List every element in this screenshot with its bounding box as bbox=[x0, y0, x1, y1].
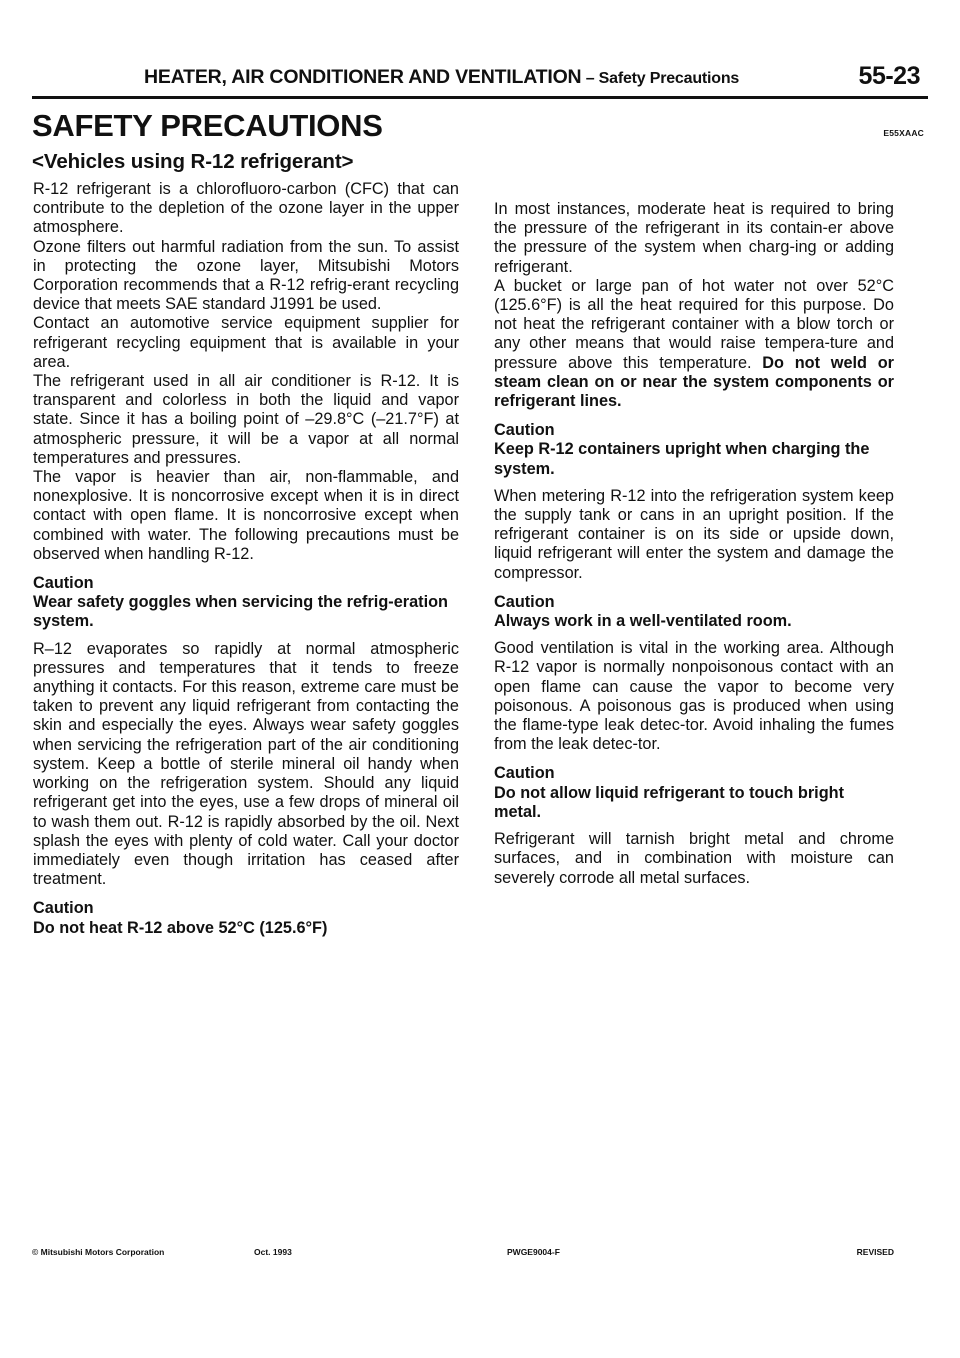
caution-label: Caution bbox=[494, 421, 555, 440]
caution-text: Wear safety goggles when servicing the refrig-eration system. bbox=[33, 593, 448, 631]
page-footer bbox=[32, 1247, 928, 1259]
left-column bbox=[33, 180, 459, 946]
page-header bbox=[32, 62, 928, 98]
caution-text: Always work in a well-ventilated room. bbox=[494, 612, 792, 631]
caution-text: Keep R-12 containers upright when charging the system. bbox=[494, 440, 870, 478]
paragraph: The refrigerant used in all air conditioner is R-12. It is transparent and colorless in both the liquid and vapor state. Since it has a boiling point of –29.8°C (–21.7°F) at atmospheric pressure, it will be a vapor at all normal temperatures and pressures. bbox=[33, 372, 459, 467]
caution-label: Caution bbox=[33, 574, 94, 593]
paragraph: The vapor is heavier than air, non-flammable, and nonexplosive. It is noncorrosive except when it is in direct contact with open flame. It is noncorrosive except when combined with water. The following precautions must be observed when handling R-12. bbox=[33, 468, 459, 563]
subheading: <Vehicles using R-12 refrigerant> bbox=[32, 150, 354, 173]
paragraph: R–12 evaporates so rapidly at normal atmospheric pressures and temperatures that it tends to freeze anything it contacts. For this reason, extreme care must be taken to prevent any liquid refrigerant from contacting the skin and especially the eyes. Always wear safety goggles when servicing the refrigeration part of the air conditioning system. Keep a bottle of sterile mineral oil handy when working on the refrigeration system. Should any liquid refrigerant get into the eyes, use a few drops of mineral oil to wash them out. R-12 is rapidly absorbed by the oil. Next splash the eyes with plenty of cold water. Call your doctor immediately even though irritation has ceased after treatment. bbox=[33, 639, 459, 889]
paragraph: R-12 refrigerant is a chlorofluoro-carbon (CFC) that can contribute to the depletion of the ozone layer in the upper atmosphere. bbox=[33, 180, 459, 237]
footer-copyright: © Mitsubishi Motors Corporation bbox=[32, 1247, 165, 1257]
document-code: E55XAAC bbox=[883, 128, 924, 138]
caution-text: Do not allow liquid refrigerant to touch bright metal. bbox=[494, 783, 845, 821]
footer-status: REVISED bbox=[856, 1247, 894, 1257]
paragraph-bold-text: Do not weld or steam clean on or near the system components or refrigerant lines. bbox=[494, 353, 894, 411]
section-title bbox=[144, 66, 739, 89]
subsection-name: Safety Precautions bbox=[598, 70, 740, 87]
caution-text: Do not heat R-12 above 52°C (125.6°F) bbox=[33, 918, 328, 937]
paragraph: In most instances, moderate heat is required to bring the pressure of the refrigerant in its contain-er above the pressure of the system when charg-ing or adding refrigerant. bbox=[494, 200, 894, 276]
caution-label: Caution bbox=[494, 764, 555, 783]
paragraph: Good ventilation is vital in the working area. Although R-12 vapor is normally nonpoisonous contact with an open flame can cause the vapor to become very poisonous. A poisonous gas is produced when using the flame-type leak detec-tor. Avoid inhaling the fumes from the leak detec-tor. bbox=[494, 639, 894, 754]
page-title: SAFETY PRECAUTIONS bbox=[32, 108, 383, 143]
paragraph: Ozone filters out harmful radiation from the sun. To assist in protecting the ozone layer, Mitsubishi Motors Corporation recommends that a R-12 refrig-erant recycling device that meets SAE standard J1991 be used. bbox=[33, 237, 459, 314]
paragraph: Contact an automotive service equipment supplier for refrigerant recycling equipment that is available in your area. bbox=[33, 314, 459, 371]
paragraph: Refrigerant will tarnish bright metal and chrome surfaces, and in combination with moisture can severely corrode all metal surfaces. bbox=[494, 830, 894, 887]
page-number: 55-23 bbox=[858, 62, 920, 90]
title-separator: – bbox=[581, 70, 599, 87]
footer-date: Oct. 1993 bbox=[254, 1247, 292, 1257]
section-name: HEATER, AIR CONDITIONER AND VENTILATION bbox=[144, 66, 582, 88]
caution-label: Caution bbox=[494, 592, 555, 611]
paragraph bbox=[494, 277, 894, 411]
header-rule bbox=[32, 96, 928, 99]
footer-publication-code: PWGE9004-F bbox=[507, 1247, 560, 1257]
paragraph-text: A bucket or large pan of hot water not over 52°C (125.6°F) is all the heat required for this purpose. Do not heat the refrigerant container with a blow torch or any other means that would raise tempera-ture and pressure above this temperature. bbox=[494, 276, 894, 372]
right-column bbox=[494, 200, 894, 888]
caution-label: Caution bbox=[33, 899, 94, 918]
paragraph: When metering R-12 into the refrigeration system keep the supply tank or cans in an upright position. If the refrigerant container is on its side or upside down, liquid refrigerant will enter the system and damage the compressor. bbox=[494, 486, 894, 582]
